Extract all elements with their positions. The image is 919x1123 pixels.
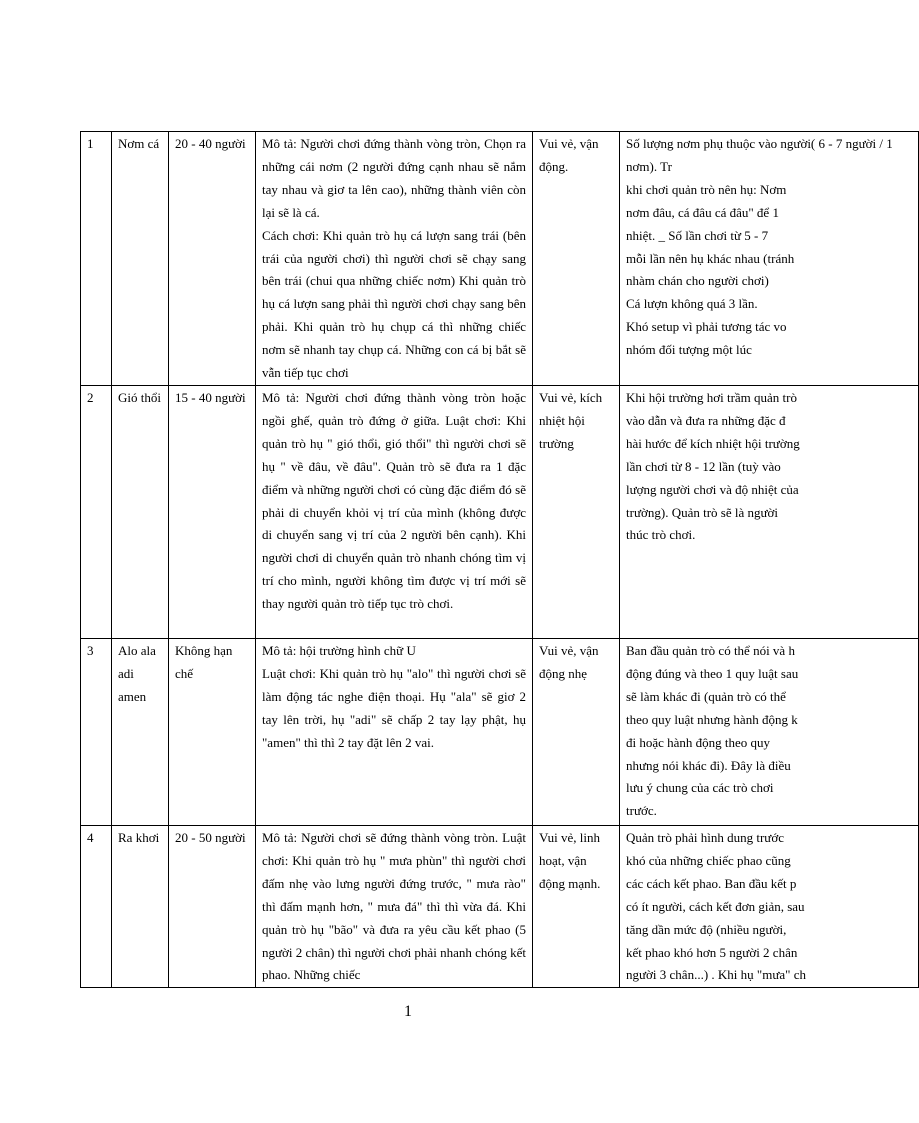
notes-line: nhàm chán cho người chơi) (626, 273, 769, 289)
description-paragraph: Mô tả: hội trường hình chữ U (262, 643, 416, 658)
game-name: Alo ala adi amen (112, 639, 169, 826)
notes-line: Cá lượn không quá 3 lần. (626, 296, 758, 312)
game-notes (620, 386, 919, 639)
notes-line: nhóm đối tượng một lúc (626, 342, 752, 358)
notes-line: các cách kết phao. Ban đầu kết p (626, 875, 797, 891)
row-number: 3 (81, 639, 112, 826)
description-paragraph: Mô tả: Người chơi đứng thành vòng tròn hoặc ngồi ghế, quản trò đứng ở giữa. Luật chơi: Khi quản trò hụ " gió thổi, gió thổi" thì người chơi sẽ hụ " về đâu, về đâu". Quản trò sẽ đưa ra 1 đặc điểm và những người chơi có cùng đặc điểm đó sẽ phải di chuyển khỏi vị trí của mình (không được di chuyển sang vị trí của 2 người bên cạnh). Khi người chơi di chuyển quản trò nhanh chóng tìm vị trí cho mình, người không tìm được vị trí mới sẽ thay người quản trò tiếp tục trò chơi. (262, 390, 526, 612)
game-description (256, 826, 533, 988)
notes-line: Khó setup vì phải tương tác vo (626, 319, 787, 335)
notes-line: khi chơi quản trò nên hụ: Nơm (626, 181, 787, 197)
row-number: 4 (81, 826, 112, 988)
notes-line: có ít người, cách kết đơn giản, sau (626, 898, 805, 914)
player-count: 20 - 50 người (169, 826, 256, 988)
game-notes (620, 639, 919, 826)
notes-line: động đúng và theo 1 quy luật sau (626, 665, 799, 681)
game-name: Nơm cá (112, 132, 169, 386)
game-description (256, 386, 533, 639)
row-number: 1 (81, 132, 112, 386)
game-purpose: Vui vẻ, kích nhiệt hội trường (533, 386, 620, 639)
game-purpose: Vui vẻ, vận động. (533, 132, 620, 386)
notes-line: đi hoặc hành động theo quy (626, 734, 771, 750)
activity-table (80, 131, 919, 988)
notes-line: hài hước để kích nhiệt hội trường (626, 435, 800, 451)
notes-line: trước. (626, 803, 657, 819)
table-row (81, 132, 919, 386)
notes-line: mỗi lần nên hụ khác nhau (tránh (626, 250, 795, 266)
notes-line: nhiệt. _ Số lần chơi từ 5 - 7 (626, 227, 769, 243)
game-notes (620, 132, 919, 386)
description-paragraph: Mô tả: Người chơi sẽ đứng thành vòng tròn. Luật chơi: Khi quản trò hụ " mưa phùn" thì người chơi đấm nhẹ vào lưng người đứng trước, " mưa rào" thì đấm mạnh hơn, " mưa đá" thì thì vừa đá. Khi quản trò hụ "bão" và đưa ra yêu cầu kết phao (5 người 2 chân) thì người chơi phải nhanh chóng kết phao. Những chiếc (262, 830, 526, 983)
game-name: Ra khơi (112, 826, 169, 988)
game-purpose: Vui vẻ, linh hoạt, vận động mạnh. (533, 826, 620, 988)
player-count: 20 - 40 người (169, 132, 256, 386)
table-row (81, 826, 919, 988)
player-count: Không hạn chế (169, 639, 256, 826)
description-paragraph: Luật chơi: Khi quản trò hụ "alo" thì người chơi sẽ làm động tác nghe điện thoại. Hụ "ala" sẽ giơ 2 tay lên trời, hụ "adi" sẽ chấp 2 tay lạy phật, hụ "amen" thì thì 2 tay đặt lên 2 vai. (262, 665, 526, 750)
game-purpose: Vui vẻ, vận động nhẹ (533, 639, 620, 826)
notes-line: lượng người chơi và độ nhiệt của (626, 481, 799, 497)
notes-line: theo quy luật nhưng hành động k (626, 711, 798, 727)
game-notes (620, 826, 919, 988)
notes-line: Ban đầu quản trò có thể nói và h (626, 643, 795, 658)
game-description (256, 132, 533, 386)
page-number: 1 (404, 1003, 412, 1020)
notes-line: trường). Quản trò sẽ là người (626, 504, 779, 520)
notes-line: kết phao khó hơn 5 người 2 chân (626, 944, 798, 960)
description-paragraph: Cách chơi: Khi quản trò hụ cá lượn sang trái (bên trái của người chơi) thì người chơi sẽ chạy sang bên trái (chui qua những chiếc nơm) Khi quản trò hụ cá lượn sang phải thì người chơi chạy sang bên phải. Khi quản trò hụ chụp cá thì những chiếc nơm sẽ nhanh tay chụp cá. Những con cá bị bắt sẽ vẫn tiếp tục chơi (262, 227, 526, 381)
notes-line: nơm đâu, cá đâu cá đâu" để 1 (626, 204, 779, 220)
notes-line: nhưng nói khác đi). Đây là điều (626, 757, 791, 773)
player-count: 15 - 40 người (169, 386, 256, 639)
notes-line: vào dẫn và đưa ra những đặc đ (626, 412, 786, 428)
notes-line: lần chơi từ 8 - 12 lần (tuỳ vào (626, 458, 781, 474)
notes-line: Khi hội trường hơi trầm quản trò (626, 390, 797, 405)
table-row (81, 386, 919, 639)
activity-table-container (80, 131, 893, 988)
notes-line: Số lượng nơm phụ thuộc vào người( 6 - 7 người / 1 nơm). Tr (626, 136, 893, 174)
notes-line: người 3 chân...) . Khi hụ "mưa" ch (626, 967, 806, 983)
notes-line: lưu ý chung của các trò chơi (626, 780, 774, 796)
notes-line: thúc trò chơi. (626, 527, 696, 543)
notes-line: khó của những chiếc phao cũng (626, 852, 791, 868)
notes-line: Quản trò phải hình dung trước (626, 830, 784, 845)
description-paragraph: Mô tả: Người chơi đứng thành vòng tròn, Chọn ra những cái nơm (2 người đứng cạnh nhau sẽ nắm tay nhau và giơ ta lên cao), những thành viên còn lại sẽ là cá. (262, 136, 526, 220)
notes-line: sẽ làm khác đi (quản trò có thể (626, 688, 786, 704)
notes-line: tăng dần mức độ (nhiều người, (626, 921, 787, 937)
table-row (81, 639, 919, 826)
game-description (256, 639, 533, 826)
game-name: Gió thổi (112, 386, 169, 639)
row-number: 2 (81, 386, 112, 639)
